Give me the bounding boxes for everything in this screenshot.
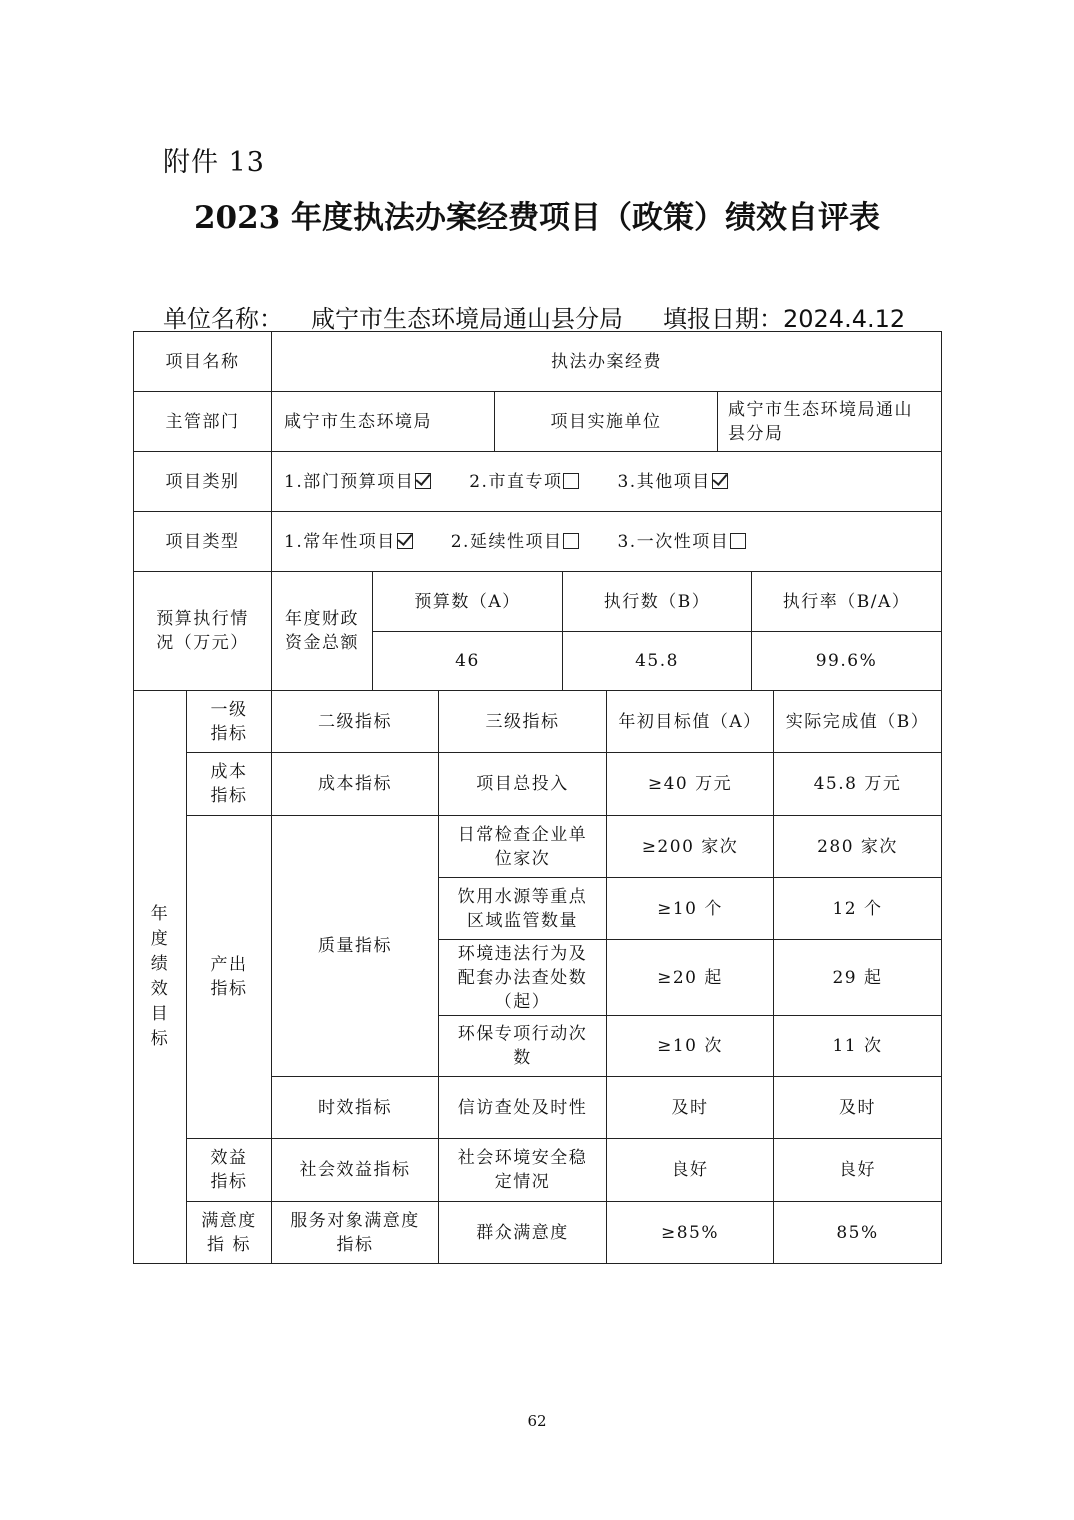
cost-level2: 成本指标 [271, 752, 439, 816]
unit-label: 单位名称： [163, 305, 283, 333]
budget-col-b: 执行数（B） [562, 571, 752, 632]
q3-actual: 29 起 [773, 939, 942, 1016]
q3-target: ≥20 起 [606, 939, 774, 1016]
side-label: 年度绩效目标 [133, 690, 187, 1264]
category-option [284, 470, 431, 494]
type-option [284, 530, 413, 554]
budget-col-rate: 执行率（B/A） [751, 571, 942, 632]
budget-sub-label: 年度财政资金总额 [271, 571, 373, 691]
benefit-actual: 良好 [773, 1138, 942, 1202]
date-label: 填报日期： [663, 305, 783, 333]
q4-target: ≥10 次 [606, 1015, 774, 1077]
category-options [271, 451, 942, 512]
benefit-target: 良好 [606, 1138, 774, 1202]
date-value: 2024.4.12 [783, 305, 906, 333]
attachment-label: 附件 13 [163, 147, 265, 178]
budget-val-a: 46 [372, 631, 563, 691]
category-option-label: 2.市直专项 [469, 471, 563, 492]
header-level1: 一级指标 [186, 690, 272, 753]
sat-level2: 服务对象满意度指标 [271, 1201, 439, 1264]
checked-box-icon [415, 473, 431, 489]
q2-target: ≥10 个 [606, 877, 774, 940]
category-label: 项目类别 [133, 451, 272, 512]
type-option-label: 2.延续性项目 [450, 531, 563, 552]
budget-label: 预算执行情况（万元） [133, 571, 272, 691]
budget-col-a: 预算数（A） [372, 571, 563, 632]
impl-label: 项目实施单位 [494, 391, 718, 452]
header-target: 年初目标值（A） [606, 690, 774, 753]
cost-level1: 成本指标 [186, 752, 272, 816]
output-level1: 产出指标 [186, 815, 272, 1139]
type-option [451, 530, 580, 554]
q4-level3: 环保专项行动次数 [438, 1015, 607, 1077]
category-option-label: 1.部门预算项目 [284, 471, 415, 492]
type-option-label: 1.常年性项目 [284, 531, 396, 552]
unchecked-box-icon [563, 473, 579, 489]
category-option [617, 470, 727, 494]
unit-line [163, 299, 923, 334]
checked-box-icon [712, 473, 728, 489]
benefit-level1: 效益指标 [186, 1138, 272, 1202]
unit-value: 咸宁市生态环境局通山县分局 [311, 305, 623, 333]
header-level2: 二级指标 [271, 690, 439, 753]
unchecked-box-icon [563, 533, 579, 549]
time-level2: 时效指标 [271, 1076, 439, 1139]
quality-level2: 质量指标 [271, 815, 439, 1077]
type-option [617, 530, 746, 554]
project-name-value: 执法办案经费 [271, 331, 942, 392]
cost-level3: 项目总投入 [438, 752, 607, 816]
impl-value: 咸宁市生态环境局通山县分局 [717, 391, 942, 452]
dept-label: 主管部门 [133, 391, 272, 452]
time-target: 及时 [606, 1076, 774, 1139]
type-option-label: 3.一次性项目 [617, 531, 730, 552]
type-options [271, 511, 942, 572]
category-option [469, 470, 579, 494]
q1-level3: 日常检查企业单位家次 [438, 815, 607, 878]
time-actual: 及时 [773, 1076, 942, 1139]
benefit-level2: 社会效益指标 [271, 1138, 439, 1202]
project-name-label: 项目名称 [133, 331, 272, 392]
benefit-level3: 社会环境安全稳定情况 [438, 1138, 607, 1202]
page-title: 2023 年度执法办案经费项目（政策）绩效自评表 [193, 200, 881, 236]
q1-target: ≥200 家次 [606, 815, 774, 878]
checked-box-icon [397, 533, 413, 549]
q4-actual: 11 次 [773, 1015, 942, 1077]
cost-target: ≥40 万元 [606, 752, 774, 816]
q2-level3: 饮用水源等重点区域监管数量 [438, 877, 607, 940]
budget-val-rate: 99.6% [751, 631, 942, 691]
header-level3: 三级指标 [438, 690, 607, 753]
budget-val-b: 45.8 [562, 631, 752, 691]
sat-level1: 满意度指 标 [186, 1201, 272, 1264]
sat-target: ≥85% [606, 1201, 774, 1264]
sat-level3: 群众满意度 [438, 1201, 607, 1264]
cost-actual: 45.8 万元 [773, 752, 942, 816]
header-actual: 实际完成值（B） [773, 690, 942, 753]
q1-actual: 280 家次 [773, 815, 942, 878]
category-option-label: 3.其他项目 [617, 471, 711, 492]
dept-value: 咸宁市生态环境局 [271, 391, 495, 452]
unchecked-box-icon [730, 533, 746, 549]
time-level3: 信访查处及时性 [438, 1076, 607, 1139]
sat-actual: 85% [773, 1201, 942, 1264]
page-number: 62 [527, 1412, 547, 1430]
q2-actual: 12 个 [773, 877, 942, 940]
q3-level3: 环境违法行为及配套办法查处数（起） [438, 939, 607, 1016]
type-label: 项目类型 [133, 511, 272, 572]
